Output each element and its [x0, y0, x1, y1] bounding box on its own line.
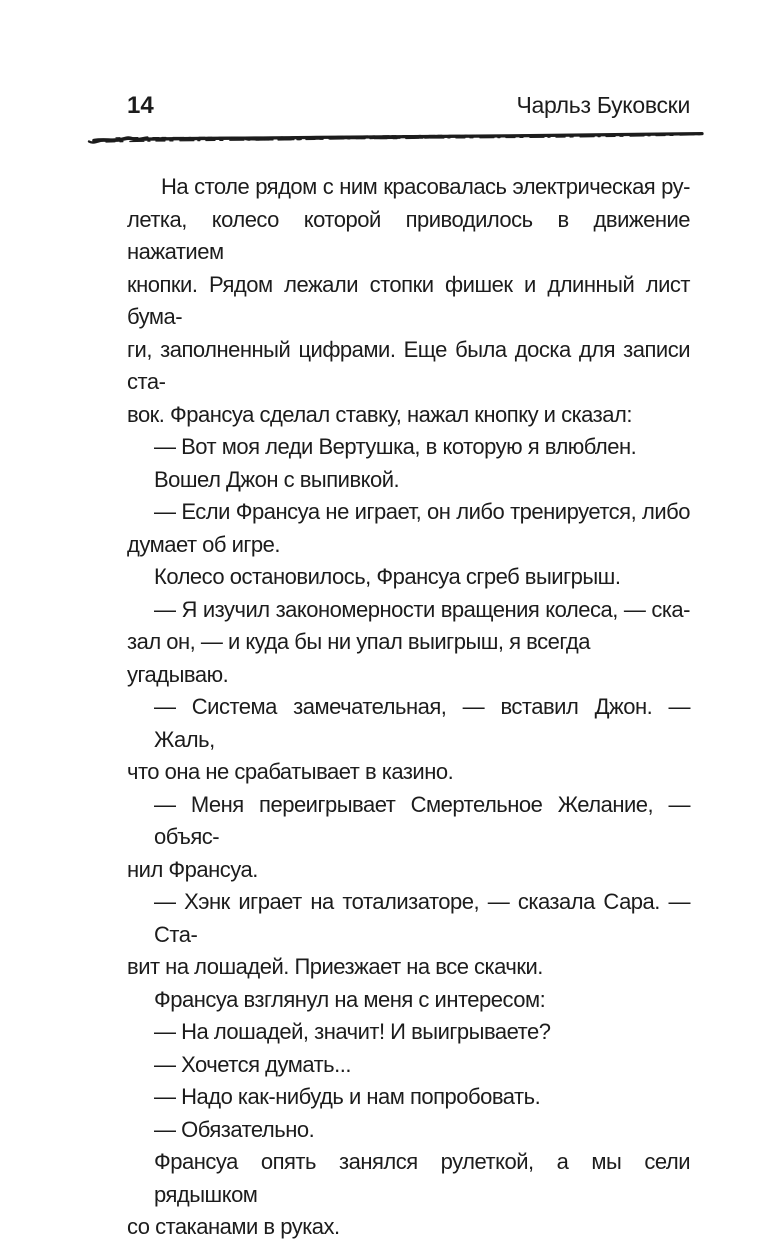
paragraph [127, 561, 690, 594]
paragraph [127, 1114, 690, 1147]
paragraph [127, 984, 690, 1017]
text-line: со стаканами в руках. [127, 1214, 340, 1239]
paragraph [127, 1146, 690, 1244]
text-line: Колесо остановилось, Франсуа сгреб выигрыш. [154, 564, 621, 589]
paragraph [127, 1016, 690, 1049]
paragraph [127, 171, 690, 431]
text-line: кнопки. Рядом лежали стопки фишек и длинный лист бума- [127, 271, 690, 329]
text-line: Франсуа взглянул на меня с интересом: [154, 986, 546, 1012]
hand-drawn-rule-graphic [86, 127, 706, 145]
paragraph [127, 431, 690, 464]
text-line: — Надо как-нибудь и нам попробовать. [154, 1084, 541, 1109]
text-line: что она не срабатывает в казино. [127, 759, 454, 784]
text-line: — Я изучил закономерности вращения колеса, — ска- [154, 596, 690, 622]
text-line: — Хочется думать... [154, 1051, 351, 1077]
text-line: — Меня переигрывает Смертельное Желание, — объяс- [154, 791, 690, 849]
paragraph [127, 1049, 690, 1082]
text-line: — Обязательно. [154, 1116, 315, 1142]
text-line: вок. Франсуа сделал ставку, нажал кнопку и сказал: [127, 401, 632, 427]
text-line: думает об игре. [127, 531, 280, 557]
paragraph [127, 496, 690, 561]
hand-drawn-rule [86, 127, 706, 145]
text-line: Вошел Джон с выпивкой. [154, 466, 400, 492]
text-line: ги, заполненный цифрами. Еще была доска для записи ста- [127, 336, 690, 394]
text-line: — Если Франсуа не играет, он либо тренируется, либо [154, 499, 690, 524]
paragraph [127, 886, 690, 984]
text-line: — Вот моя леди Вертушка, в которую я влюблен. [154, 434, 637, 459]
running-header-author: Чарльз Буковски [516, 92, 690, 118]
paragraph [127, 594, 690, 692]
text-line: — Система замечательная, — вставил Джон. — Жаль, [154, 694, 690, 752]
running-header [127, 92, 690, 120]
text-line: летка, колесо которой приводилось в движение нажатием [127, 206, 690, 264]
text-line: — На лошадей, значит! И выигрываете? [154, 1019, 551, 1044]
paragraph [127, 691, 690, 789]
paragraph [127, 789, 690, 887]
text-line: зал он, — и куда бы ни упал выигрыш, я всегда угадываю. [127, 629, 590, 687]
text-line: нил Франсуа. [127, 856, 258, 882]
paragraph [127, 464, 690, 497]
text-line: На столе рядом с ним красовалась электрическая ру- [161, 174, 690, 199]
body-text [127, 171, 690, 1244]
text-line: Франсуа опять занялся рулеткой, а мы сели рядышком [154, 1149, 690, 1207]
page-number: 14 [127, 92, 154, 119]
text-line: — Хэнк играет на тотализаторе, — сказала Сара. — Ста- [154, 889, 690, 947]
paragraph [127, 1081, 690, 1114]
text-line: вит на лошадей. Приезжает на все скачки. [127, 954, 543, 979]
